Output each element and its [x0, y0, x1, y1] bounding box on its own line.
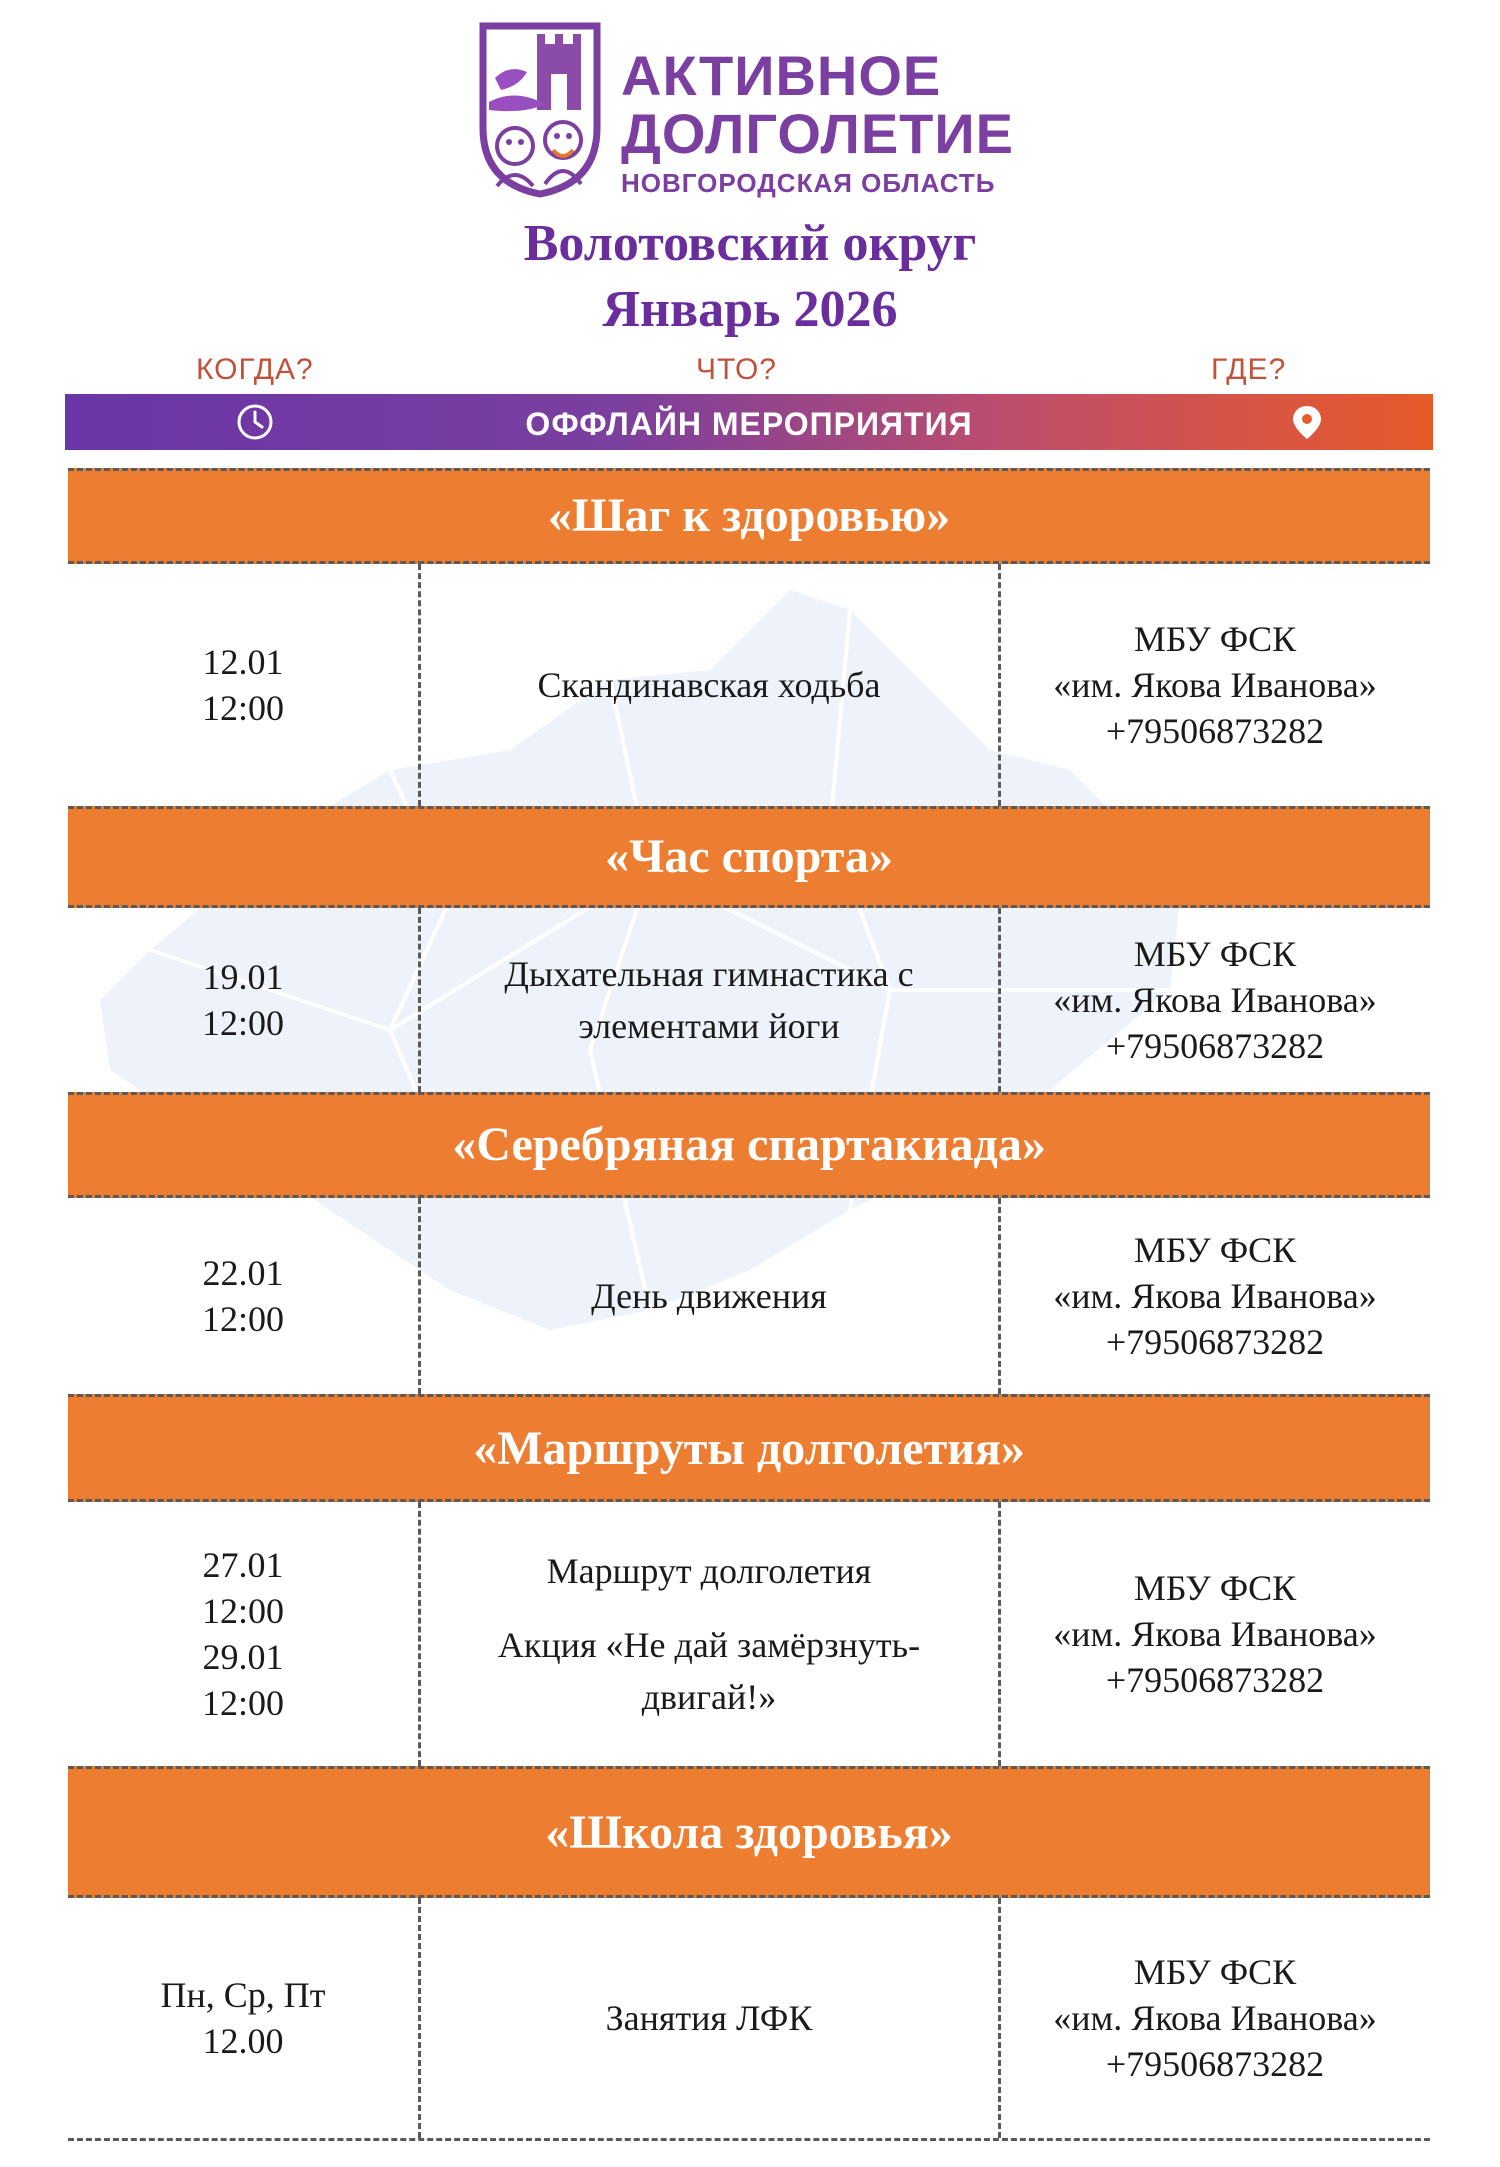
date: 27.01: [202, 1545, 284, 1585]
section-5-band: [68, 1766, 1430, 1898]
where-cell: [1000, 1898, 1430, 2138]
logo: [475, 18, 1035, 200]
venue-name: МБУ ФСК: [1133, 1568, 1297, 1608]
section-4-row: [68, 1502, 1430, 1766]
venue-title: «им. Якова Иванова»: [1053, 1614, 1377, 1654]
date: 12.01: [202, 642, 284, 682]
time: 12:00: [201, 1299, 284, 1339]
venue-name: МБУ ФСК: [1133, 1230, 1297, 1270]
section-1-title: «Шаг к здоровью»: [547, 489, 951, 542]
venue-title: «им. Якова Иванова»: [1053, 1276, 1377, 1316]
when-cell: [68, 564, 418, 806]
logo-line-3: НОВГОРОДСКАЯ ОБЛАСТЬ: [621, 168, 996, 198]
section-2-title: «Час спорта»: [605, 830, 893, 883]
activity: Акция «Не дай замёрзнуть-: [497, 1625, 921, 1665]
venue-phone: +79506873282: [1105, 1026, 1325, 1066]
banner-label: ОФФЛАЙН МЕРОПРИЯТИЯ: [525, 406, 973, 442]
section-2-row: [68, 908, 1430, 1092]
when-cell: [68, 908, 418, 1092]
time: 12.00: [202, 2021, 284, 2061]
activity: Скандинавская ходьба: [537, 665, 881, 705]
logo-line-2: ДОЛГОЛЕТИЕ: [621, 102, 1014, 165]
what-cell: [420, 1502, 998, 1766]
when-cell: [68, 1502, 418, 1766]
venue-title: «им. Якова Иванова»: [1053, 980, 1377, 1020]
activity-continued: элементами йоги: [578, 1006, 840, 1046]
venue-phone: +79506873282: [1105, 711, 1325, 751]
when-cell: [68, 1198, 418, 1394]
where-cell: [1000, 1198, 1430, 1394]
section-4-title: «Маршруты долголетия»: [473, 1422, 1025, 1475]
offline-events-banner: [65, 394, 1433, 450]
days: Пн, Ср, Пт: [160, 1975, 326, 2015]
question-what: ЧТО?: [696, 353, 777, 386]
venue-name: МБУ ФСК: [1133, 619, 1297, 659]
time: 12:00: [201, 1591, 284, 1631]
question-when: КОГДА?: [196, 353, 314, 386]
bottom-divider: [68, 2138, 1430, 2141]
section-1-band: [68, 468, 1430, 564]
time: 12:00: [201, 688, 284, 728]
question-where: ГДЕ?: [1211, 353, 1287, 386]
logo-line-1: АКТИВНОЕ: [621, 44, 942, 107]
venue-title: «им. Якова Иванова»: [1053, 1998, 1377, 2038]
activity: Занятия ЛФК: [605, 1998, 813, 2038]
date: 19.01: [202, 957, 284, 997]
section-3-band: [68, 1092, 1430, 1198]
location-pin-icon: [1287, 402, 1327, 442]
activity-continued: двигай!»: [641, 1677, 777, 1717]
time: 12:00: [201, 1683, 284, 1723]
district-title: Волотовский округ: [523, 215, 977, 272]
what-cell: [420, 1898, 998, 2138]
section-3-row: [68, 1198, 1430, 1394]
logo-emblem-icon: [475, 18, 605, 198]
date: 22.01: [202, 1253, 284, 1293]
section-5-row: [68, 1898, 1430, 2138]
activity: Дыхательная гимнастика с: [504, 954, 914, 994]
section-1-row: [68, 564, 1430, 806]
venue-phone: +79506873282: [1105, 2044, 1325, 2084]
what-cell: [420, 564, 998, 806]
section-2-band: [68, 806, 1430, 908]
venue-title: «им. Якова Иванова»: [1053, 665, 1377, 705]
what-cell: [420, 908, 998, 1092]
date: 29.01: [202, 1637, 284, 1677]
where-cell: [1000, 1502, 1430, 1766]
month-title: Январь 2026: [602, 281, 898, 338]
section-3-title: «Серебряная спартакиада»: [452, 1118, 1046, 1171]
activity: Маршрут долголетия: [546, 1551, 872, 1591]
venue-phone: +79506873282: [1105, 1322, 1325, 1362]
time: 12:00: [201, 1003, 284, 1043]
venue-phone: +79506873282: [1105, 1660, 1325, 1700]
activity: День движения: [591, 1276, 827, 1316]
what-cell: [420, 1198, 998, 1394]
section-4-band: [68, 1394, 1430, 1502]
when-cell: [68, 1898, 418, 2138]
where-cell: [1000, 564, 1430, 806]
venue-name: МБУ ФСК: [1133, 934, 1297, 974]
section-5-title: «Школа здоровья»: [545, 1806, 953, 1859]
venue-name: МБУ ФСК: [1133, 1952, 1297, 1992]
where-cell: [1000, 908, 1430, 1092]
logo-text: [621, 44, 1014, 200]
